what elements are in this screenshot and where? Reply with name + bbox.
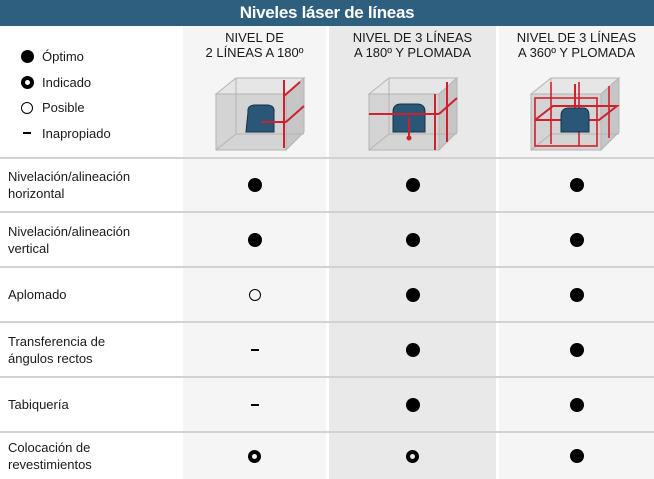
filled-circle-icon: [406, 288, 420, 302]
filled-circle-icon: [406, 178, 420, 192]
legend-label: Indicado: [42, 74, 92, 90]
rating-cell: [183, 268, 326, 321]
rating-cell: [329, 378, 496, 431]
dash-icon: [251, 349, 259, 351]
legend-label: Óptimo: [42, 49, 84, 65]
filled-circle-icon: [570, 233, 584, 247]
rating-cell: [329, 433, 496, 479]
dash-icon: [20, 132, 34, 134]
rating-cell: [499, 159, 654, 211]
rating-cell: [499, 378, 654, 431]
filled-circle-icon: [570, 288, 584, 302]
two-line-laser-cube-icon: [212, 72, 307, 154]
rating-cell: [329, 268, 496, 321]
rating-cell: [499, 268, 654, 321]
legend-item-posible: [20, 95, 111, 121]
row-label-aplomado: Aplomado: [8, 287, 67, 302]
rating-cell: [499, 213, 654, 266]
column-header-3: NIVEL DE 3 LÍNEAS A 360º Y PLOMADA: [516, 30, 637, 60]
row-label-nivelacion-horizontal: Nivelación/alineación horizontal: [8, 169, 131, 201]
filled-circle-icon: [570, 343, 584, 357]
row-label-revestimientos: Colocación de revestimientos: [8, 440, 92, 472]
three-line-360-cube-icon: [527, 72, 622, 154]
legend-item-inapropiado: [20, 121, 111, 147]
column-header-1: NIVEL DE 2 LÍNEAS A 180º: [205, 30, 304, 60]
legend-label: Posible: [42, 100, 85, 116]
rating-cell: [183, 378, 326, 431]
filled-circle-icon: [406, 398, 420, 412]
rating-cell: [183, 433, 326, 479]
filled-circle-icon: [570, 178, 584, 192]
rating-cell: [329, 323, 496, 376]
legend: [20, 44, 111, 146]
three-line-plumb-cube-icon: [365, 72, 460, 154]
legend-item-indicado: [20, 70, 111, 96]
ring-circle-icon: [20, 76, 34, 89]
filled-circle-icon: [248, 233, 262, 247]
rating-cell: [183, 213, 326, 266]
filled-circle-icon: [570, 398, 584, 412]
rating-cell: [499, 323, 654, 376]
rating-cell: [499, 433, 654, 479]
filled-circle-icon: [406, 343, 420, 357]
dash-icon: [251, 404, 259, 406]
rating-cell: [183, 323, 326, 376]
rating-cell: [329, 213, 496, 266]
open-circle-icon: [20, 102, 34, 114]
ring-circle-icon: [248, 450, 261, 463]
page-title: Niveles láser de líneas: [0, 0, 654, 26]
row-label-nivelacion-vertical: Nivelación/alineación vertical: [8, 223, 131, 256]
filled-circle-icon: [570, 449, 584, 463]
legend-label: Inapropiado: [42, 125, 111, 141]
ring-circle-icon: [406, 450, 419, 463]
open-circle-icon: [249, 289, 261, 301]
filled-circle-icon: [248, 178, 262, 192]
row-label-transferencia-angulos: Transferencia de ángulos rectos: [8, 333, 106, 366]
filled-circle-icon: [20, 50, 34, 63]
rating-cell: [183, 159, 326, 211]
filled-circle-icon: [406, 233, 420, 247]
rating-cell: [329, 159, 496, 211]
legend-item-optimo: [20, 44, 111, 70]
row-label-tabiqueria: Tabiquería: [8, 397, 69, 412]
column-header-2: NIVEL DE 3 LÍNEAS A 180º Y PLOMADA: [352, 30, 473, 60]
